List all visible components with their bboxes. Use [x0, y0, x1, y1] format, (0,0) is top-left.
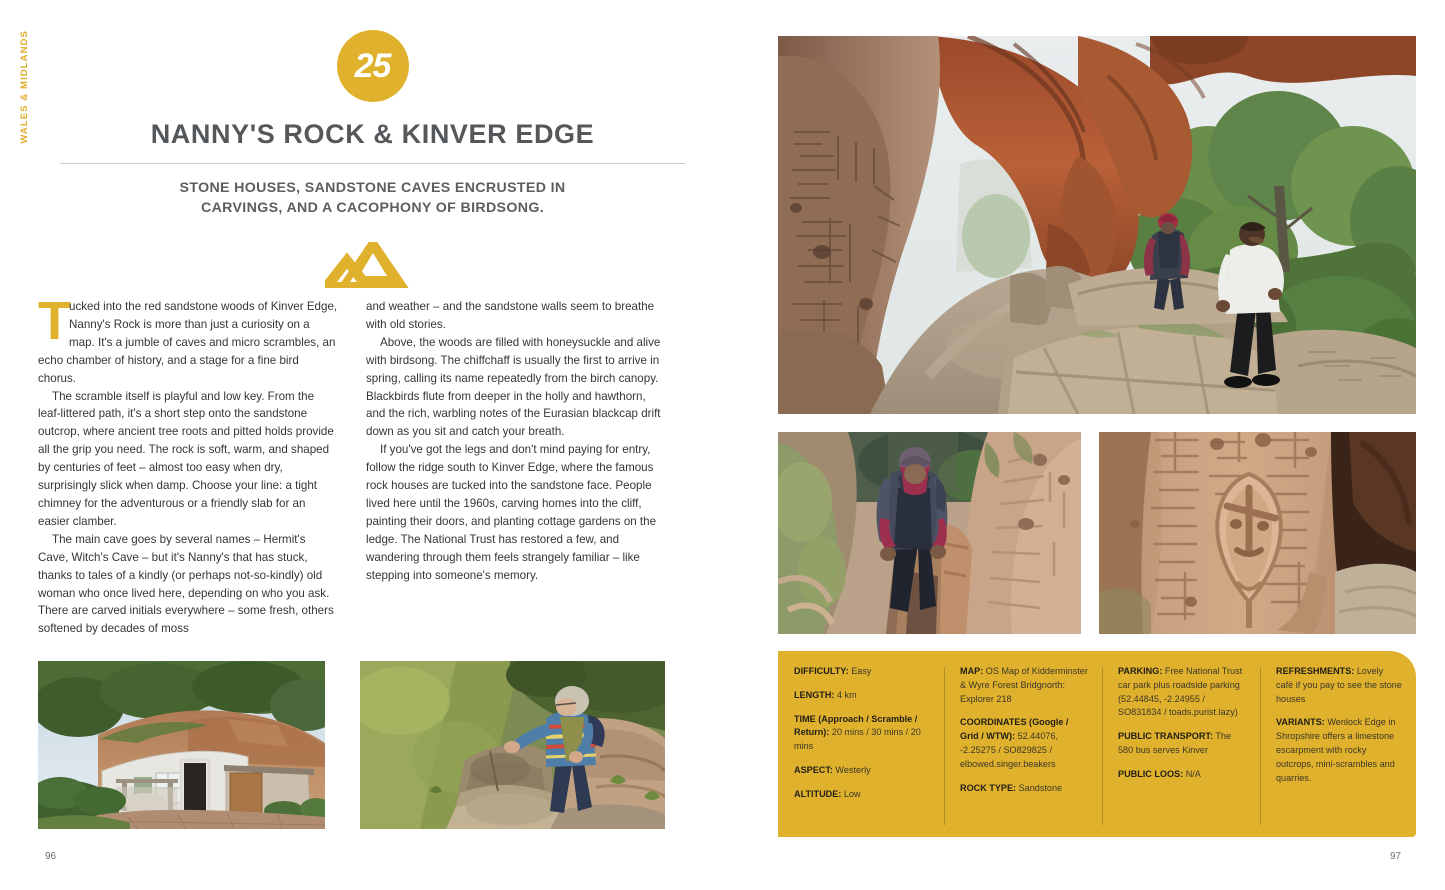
title-divider [60, 163, 685, 164]
info-value: Lovely café if you pay to see the stone houses [1276, 666, 1402, 704]
body-paragraph [38, 291, 338, 388]
carved-sandstone-face-photo [1099, 432, 1416, 634]
info-value: Free National Trust car park plus roadside parking (52.44845, -2.24955 / SO831834 / toads.purist.lazy) [1118, 666, 1243, 718]
walker-in-sandstone-gully-photo [778, 432, 1081, 634]
info-item [794, 764, 930, 778]
page-number-left: 96 [45, 851, 57, 862]
info-item [794, 713, 930, 754]
info-item [794, 689, 930, 703]
info-key: REFRESHMENTS: [1276, 666, 1355, 676]
info-key: VARIANTS: [1276, 717, 1325, 728]
info-item [960, 782, 1088, 796]
info-value: 52.44076, -2.25275 / SO829825 / elbowed.singer.beakers [960, 731, 1059, 769]
route-info-box [778, 651, 1416, 837]
info-key: DIFFICULTY: [794, 666, 849, 676]
info-value: Low [841, 788, 861, 799]
body-paragraph: The main cave goes by several names – Hermit's Cave, Witch's Cave – but it's Nanny's that has stuck, thanks to tales of a kindly (or perhaps not-so-kindly) old woman who once lived here, depending on who you ask. There are carved initials everywhere – some fresh, others softened by decades of moss [38, 532, 334, 636]
page-number-right: 97 [1390, 851, 1402, 862]
route-number-badge: 25 [337, 30, 409, 102]
body-column-1 [38, 291, 338, 636]
body-paragraph: Above, the woods are filled with honeysuckle and alive with birdsong. The chiffchaff is usually the first to arrive in spring, calling its name repeatedly from the birch canopy. Blackbirds flute from deeper in the holly and hawthorn, and the rich, warbling notes of the Eurasian blackcap drift down as you sit and catch your breath. [366, 335, 661, 439]
info-value: N/A [1183, 768, 1201, 779]
body-paragraph: If you've got the legs and don't mind paying for entry, follow the ridge south to Kinver Edge, where the famous rock houses are tucked into the sandstone face. People lived here until the 1960s, carving homes into the cliff, painting their doors, and planting cottage gardens on the ledge. The National Trust has restored a few, and wandering through them feels strangely familiar – like stepping into someone's memory. [366, 443, 657, 582]
body-paragraph: The scramble itself is playful and low key. From the leaf-littered path, it's a short step onto the sandstone outcrop, where ancient tree roots and pitted holds provide all the grip you need. The rock is soft, warm, and shaped by centuries of feet – almost too easy when dry, surprisingly slick when damp. Choose your line: a tight chimney for the adventurous or a friendly slab for an easier clamber. [38, 389, 334, 528]
info-key: ASPECT: [794, 765, 833, 776]
info-key: LENGTH: [794, 689, 835, 700]
route-header [60, 30, 685, 288]
info-item [1276, 716, 1402, 785]
info-key: PUBLIC TRANSPORT: [1118, 731, 1213, 742]
drop-cap: T [38, 291, 71, 351]
info-item [960, 716, 1088, 771]
info-key: ALTITUDE: [794, 788, 842, 799]
info-key: PARKING: [1118, 666, 1163, 676]
info-column-2 [944, 665, 1102, 827]
info-column-4 [1260, 665, 1416, 827]
info-value: Sandstone [1016, 782, 1063, 793]
info-value: The 580 bus serves Kinver [1118, 731, 1232, 756]
info-item [1118, 665, 1246, 720]
body-text: ucked into the red sandstone woods of Kinver Edge, Nanny's Rock is more than just a curiosity on a map. It's a jumble of caves and micro scrambles, an echo chamber of history, and a stage for a fine bird chorus. [38, 300, 338, 385]
info-item [794, 665, 930, 679]
mountains-icon [325, 242, 421, 288]
info-item [1118, 730, 1246, 758]
info-value: 4 km [834, 689, 857, 700]
info-item [960, 665, 1088, 706]
scrambler-descending-rocks-photo [360, 661, 665, 829]
info-value: Westerly [832, 765, 871, 776]
cave-passage-with-walkers-photo [778, 36, 1416, 414]
info-column-1 [778, 665, 944, 827]
info-item [1118, 768, 1246, 782]
info-key: MAP: [960, 666, 984, 676]
page-subtitle: STONE HOUSES, SANDSTONE CAVES ENCRUSTED IN CARVINGS, AND A CACOPHONY OF BIRDSONG. [179, 179, 566, 216]
info-column-3 [1102, 665, 1260, 827]
info-value: OS Map of Kidderminster & Wyre Forest Bridgnorth: Explorer 218 [960, 666, 1088, 704]
section-tab-label: WALES & MIDLANDS [18, 30, 30, 144]
info-value: Easy [848, 666, 872, 676]
info-item [1276, 665, 1402, 706]
article-body [38, 291, 683, 636]
info-key: TIME (Approach / Scramble / Return): [794, 713, 918, 738]
info-key: ROCK TYPE: [960, 782, 1017, 793]
info-key: PUBLIC LOOS: [1118, 768, 1184, 779]
info-key: COORDINATES (Google / Grid / WTW): [960, 717, 1069, 742]
body-paragraph: and weather – and the sandstone walls seem to breathe with old stories. [366, 300, 655, 331]
info-value: Wenlock Edge in Shropshire offers a limestone escarpment with rocky outcrops, mini-scrambles and quarries. [1276, 717, 1396, 783]
page-title: NANNY'S ROCK & KINVER EDGE [150, 119, 595, 149]
info-value: 20 mins / 30 mins / 20 mins [794, 727, 921, 752]
info-item [794, 788, 930, 802]
left-page [0, 0, 722, 890]
body-column-2 [366, 298, 666, 628]
rock-house-cottage-photo [38, 661, 325, 829]
